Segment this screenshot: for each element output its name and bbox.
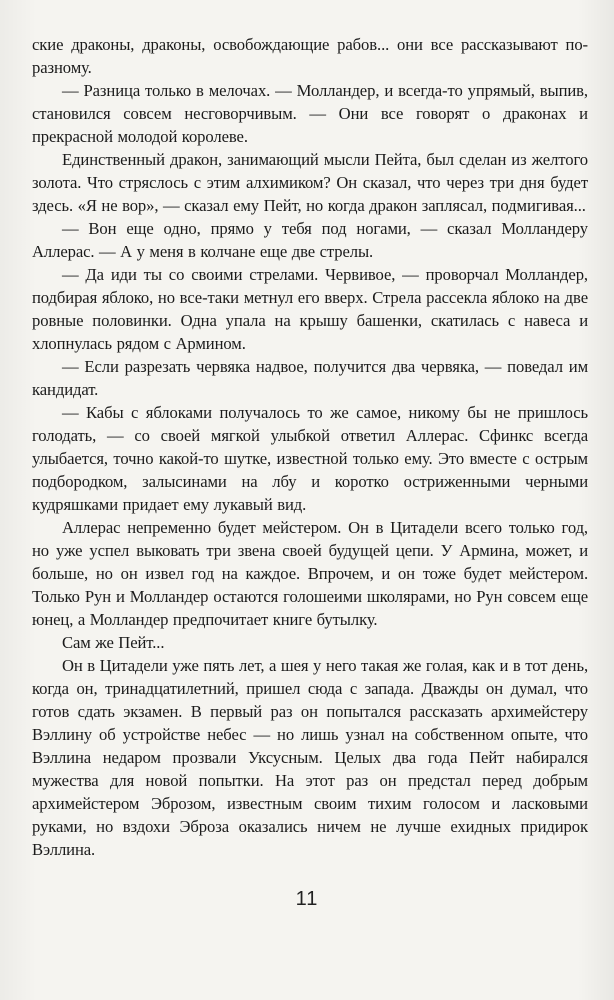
paragraph: — Вон еще одно, прямо у тебя под ногами, — сказал Молландеру Аллерас. — А у меня в колчане еще две стрелы. bbox=[32, 219, 588, 261]
paragraph: — Да иди ты со своими стрелами. Червивое, — проворчал Молландер, подбирая яблоко, но все-таки метнул его вверх. Стрела рассекла яблоко на две ровные половинки. Одна упала на крышу башенки, скатилась с навеса и хлопнулась рядом с Армином. bbox=[32, 265, 588, 353]
page-number: 11 bbox=[295, 888, 319, 910]
paragraph: Он в Цитадели уже пять лет, а шея у него такая же голая, как и в тот день, когда он, тринадцатилетний, пришел сюда с запада. Дважды он думал, что готов сдать экзамен. В первый раз он попытался рассказать архимейстеру Вэллину об устройстве небес — но лишь узнал на собственном опыте, что Вэллина недаром прозвали Уксусным. Целых два года Пейт набирался мужества для новой попытки. На этот раз он предстал перед добрым архимейстером Эброзом, известным своим тихим голосом и ласковыми руками, но вздохи Эброза оказались ничем не лучше ехидных придирок Вэллина. bbox=[32, 656, 588, 859]
paragraph: — Если разрезать червяка надвое, получится два червяка, — поведал им кандидат. bbox=[32, 357, 588, 399]
body-text bbox=[32, 33, 588, 861]
paragraph: — Разница только в мелочах. — Молландер, и всегда-то упрямый, выпив, становился совсем несговорчивым. — Они все говорят о драконах и прекрасной молодой королеве. bbox=[32, 81, 588, 146]
paragraph: Единственный дракон, занимающий мысли Пейта, был сделан из желтого золота. Что стряслось с этим алхимиком? Он сказал, что через три дня будет здесь. «Я не вор», — сказал ему Пейт, но когда дракон заплясал, подмигивая... bbox=[32, 150, 588, 215]
paragraph: Аллерас непременно будет мейстером. Он в Цитадели всего только год, но уже успел выковать три звена своей будущей цепи. У Армина, может, и больше, но он извел год на каждое. Впрочем, и он тоже будет мейстером. Только Рун и Молландер остаются голошеими школярами, но Рун совсем еще юнец, а Молландер предпочитает книге бутылку. bbox=[32, 518, 588, 629]
paragraph: Сам же Пейт... bbox=[62, 633, 165, 652]
paragraph: ские драконы, драконы, освобождающие рабов... они все рассказывают по-разному. bbox=[32, 35, 588, 77]
paragraph: — Кабы с яблоками получалось то же самое, никому бы не пришлось голодать, — со своей мягкой улыбкой ответил Аллерас. Сфинкс всегда улыбается, точно какой-то шутке, известной только ему. Это вместе с острым подбородком, залысинами на лбу и коротко остриженными черными кудряшками придает ему лукавый вид. bbox=[32, 403, 588, 514]
